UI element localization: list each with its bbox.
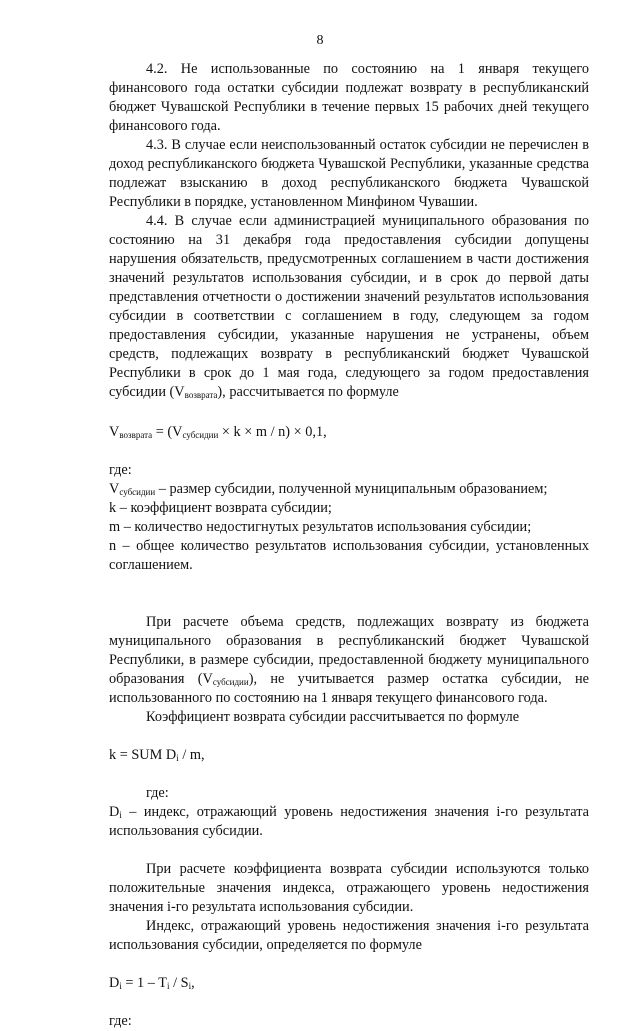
paragraph-calculation: При расчете объема средств, подлежащих возврату из бюджета муниципального образования в республиканский бюджет Чувашской Республики, в размере субсидии, предоставленной бюджету муниципального образования $(V_{субсидии})$, не учитывается размер остатка субсидии, не использованного по состоянию на 1 января текущего финансового года. (109, 614, 589, 706)
formula-refund-volume: $V_{возврата} = (V_{субсидии} \times k \times m / n) \times 0,1$, (109, 424, 327, 440)
where-label-3: где: (109, 1013, 132, 1029)
where-label-1: где: (109, 462, 132, 478)
formula-coefficient: k = SUM $D_i$ / m, (109, 747, 205, 763)
where-label-2: где: (146, 785, 169, 801)
paragraph-index: Индекс, отражающий уровень недостижения значения i-го результата использования субсидии, определяется по формуле (109, 918, 589, 953)
definition-n: n – общее количество результатов использования субсидии, установленных соглашением. (109, 538, 589, 573)
page-number: 8 (316, 33, 324, 48)
formula-index: $D_i = 1 - T_i / S_i$, (109, 975, 195, 991)
paragraph-coefficient: Коэффициент возврата субсидии рассчитывается по формуле (146, 709, 520, 725)
definition-m: m – количество недостигнутых результатов использования субсидии; (109, 519, 532, 535)
definition-d-index: $D_i$ – индекс, отражающий уровень недостижения значения i-го результата использования субсидии. (109, 804, 589, 839)
definition-v-subsidy: $V_{субсидии}$ – размер субсидии, полученной муниципальным образованием; (109, 481, 548, 497)
paragraph-positive-values: При расчете коэффициента возврата субсидии используются только положительные значения индекса, отражающего уровень недостижения значения i-го результата использования субсидии. (109, 861, 589, 915)
paragraph-4-3: 4.3. В случае если неиспользованный остаток субсидии не перечислен в доход республиканского бюджета Чувашской Республики, указанные средства подлежат взысканию в доход республиканского бюджета Чувашской Республики в порядке, установленном Минфином Чувашии. (109, 137, 589, 210)
paragraph-4-2: 4.2. Не использованные по состоянию на 1 января текущего финансового года остатки субсидии подлежат возврату в республиканский бюджет Чувашской Республики в течение первых 15 рабочих дней текущего финансового года. (109, 61, 589, 134)
document-body (109, 60, 589, 1031)
paragraph-4-4: 4.4. В случае если администрацией муниципального образования по состоянию на 31 декабря года предоставления субсидии допущены нарушения обязательств, предусмотренных соглашением в части достижения значений результатов использования субсидии, и в срок до первой даты представления отчетности о достижении значений результатов использования субсидии в соответствии с соглашением в году, следующем за годом предоставления субсидии, указанные нарушения не устранены, объем средств, подлежащих возврату в республиканский бюджет Чувашской Республики в срок до 1 мая года, следующего за годом предоставления субсидии $(V_{возврата})$, рассчитывается по формуле (109, 213, 589, 400)
definition-k: k – коэффициент возврата субсидии; (109, 500, 332, 516)
